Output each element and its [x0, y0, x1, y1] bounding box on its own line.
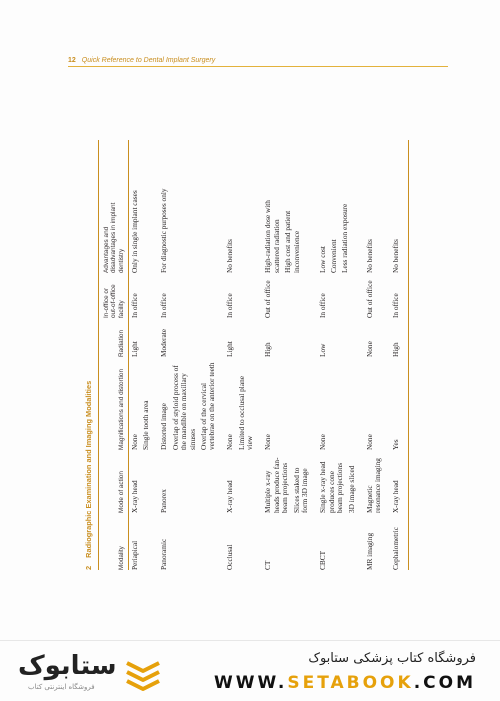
cell-text: Light: [225, 341, 235, 357]
rotated-table-region: [84, 110, 500, 570]
cell-text: Less radiation exposure: [340, 203, 350, 273]
cell-text: In office: [225, 293, 235, 318]
cell-text: No benefits: [364, 239, 374, 273]
header-facility: In-office or out-of-office facility: [103, 284, 125, 318]
cell-text: Yes: [391, 439, 401, 450]
table-row: [364, 140, 391, 570]
cell-text: For diagnostic purposes only: [159, 188, 169, 273]
store-banner: [0, 640, 500, 701]
cell-text: None: [130, 434, 140, 450]
cell-text: X-ray head: [391, 480, 401, 513]
url-prefix: WWW.: [214, 673, 288, 693]
cell-text: None: [263, 434, 273, 450]
cell-mode: [131, 455, 153, 513]
cell-text: 3D image sliced: [346, 465, 356, 513]
cell-facility: [160, 278, 219, 318]
cell-facility: [264, 278, 312, 318]
cell-text: In office: [318, 293, 328, 318]
header-radiation: Radiation: [117, 329, 125, 357]
cell-facility: [366, 278, 386, 318]
cell-text: MR imaging: [364, 532, 374, 570]
rotated-table-content: [84, 152, 430, 594]
cell-mode: [366, 455, 386, 513]
cell-text: Limited to occlusal plane view: [236, 376, 255, 450]
cell-text: Periapical: [130, 540, 140, 570]
chapter-title-text: Radiographic Examination and Imaging Modalities: [84, 380, 93, 558]
cell-modality: [131, 518, 153, 570]
cell-text: None: [318, 434, 328, 450]
cell-text: Low cost: [318, 246, 328, 273]
cell-text: Moderate: [159, 329, 169, 357]
cell-text: In office: [391, 293, 401, 318]
cell-radiation: [366, 323, 386, 357]
cell-modality: [160, 518, 219, 570]
header-advantages: Advantages and disadvantages in implant dentistry: [103, 202, 125, 273]
cell-text: Single tooth area: [141, 400, 151, 450]
cell-text: Out of office: [364, 280, 374, 318]
cell-text: Panoramic: [159, 538, 169, 570]
store-name: فروشگاه کتاب پزشکی ستابوک: [308, 651, 476, 666]
table-header-row: [99, 140, 129, 570]
cell-text: In office: [130, 293, 140, 318]
cell-text: High: [391, 342, 401, 357]
cell-radiation: [264, 323, 312, 357]
cell-text: Out of office: [263, 280, 273, 318]
imaging-modalities-table: [98, 140, 409, 570]
header-modality: Modality: [117, 546, 125, 570]
cell-magnification: [160, 362, 219, 450]
header-magnification: Magnifications and distortion: [117, 369, 125, 450]
cell-modality: [366, 518, 386, 570]
cell-text: Cephalometric: [391, 527, 401, 570]
cell-mode: [160, 455, 219, 513]
cell-text: None: [225, 434, 235, 450]
cell-text: Overlap of styloid process of the mandible on maxillary sinuses: [170, 365, 197, 450]
cell-text: Magnetic resonance imaging: [364, 458, 383, 513]
cell-text: Light: [130, 341, 140, 357]
table-row: [129, 140, 158, 570]
cell-advantages: [392, 185, 403, 273]
cell-text: Low: [318, 343, 328, 357]
cell-advantages: [160, 185, 219, 273]
cell-modality: [392, 518, 403, 570]
cell-text: In office: [159, 293, 169, 318]
table-row: [390, 140, 409, 570]
cell-text: CBCT: [318, 550, 328, 570]
cell-magnification: [264, 362, 312, 450]
cell-text: High-radiation dose with scattered radiation: [263, 200, 281, 273]
cell-radiation: [226, 323, 257, 357]
table-row: [158, 140, 224, 570]
cell-magnification: [131, 362, 153, 450]
cell-magnification: [226, 362, 257, 450]
cell-mode: [264, 455, 312, 513]
header-mode-of-action: Mode of action: [117, 471, 125, 513]
running-header: [68, 48, 448, 67]
logo-text: ستابوک: [18, 651, 117, 681]
cell-advantages: [264, 185, 312, 273]
cell-magnification: [392, 362, 403, 450]
cell-radiation: [160, 323, 219, 357]
cell-mode: [226, 455, 257, 513]
cell-text: No benefits: [225, 239, 235, 273]
cell-modality: [264, 518, 312, 570]
cell-facility: [319, 278, 358, 318]
store-url[interactable]: [214, 673, 476, 693]
book-title: Quick Reference to Dental Implant Surgery: [81, 57, 216, 64]
cell-text: None: [364, 341, 374, 357]
cell-facility: [392, 278, 403, 318]
url-brand: SETABOOK: [287, 673, 414, 693]
cell-mode: [392, 455, 403, 513]
cell-text: X-ray head: [130, 480, 140, 513]
cell-advantages: [226, 185, 257, 273]
cell-modality: [319, 518, 358, 570]
cell-text: Single x-ray head produces cone beam projections: [318, 461, 345, 513]
table-row: [262, 140, 317, 570]
cell-text: High: [263, 342, 273, 357]
chapter-title: [84, 381, 93, 570]
cell-text: Overlap of the cervical vertebrae on the anterior teeth: [198, 362, 217, 450]
cell-mode: [319, 455, 358, 513]
page-number: 12: [68, 57, 76, 64]
cell-advantages: [366, 185, 386, 273]
cell-text: Only in single implant cases: [130, 190, 140, 273]
store-logo[interactable]: [16, 651, 166, 695]
cell-radiation: [131, 323, 153, 357]
table-row: [317, 140, 363, 570]
cell-text: X-ray head: [225, 480, 235, 513]
cell-text: High cost and patient inconvenience: [282, 210, 301, 273]
cell-magnification: [319, 362, 358, 450]
chapter-number: 2: [84, 565, 93, 570]
cell-text: No benefits: [391, 239, 401, 273]
cell-radiation: [392, 323, 403, 357]
cell-modality: [226, 518, 257, 570]
cell-facility: [131, 278, 153, 318]
url-suffix: .COM: [413, 673, 476, 693]
cell-text: Distorted image: [159, 403, 169, 450]
cell-text: CT: [263, 560, 273, 570]
cell-text: Convenient: [329, 239, 339, 273]
cell-radiation: [319, 323, 358, 357]
logo-subtitle: فروشگاه اینترنتی کتاب: [28, 683, 95, 691]
book-logo-icon: [124, 655, 162, 691]
cell-text: Slices staked to form 3D image: [291, 467, 310, 513]
cell-advantages: [131, 185, 153, 273]
cell-text: None: [364, 434, 374, 450]
cell-facility: [226, 278, 257, 318]
table-row: [224, 140, 262, 570]
cell-text: Multiple x-ray heads produce fan-beam projections: [263, 457, 290, 513]
cell-advantages: [319, 185, 358, 273]
cell-magnification: [366, 362, 386, 450]
cell-text: Panorex: [159, 489, 169, 513]
cell-text: Occlusal: [225, 544, 235, 570]
